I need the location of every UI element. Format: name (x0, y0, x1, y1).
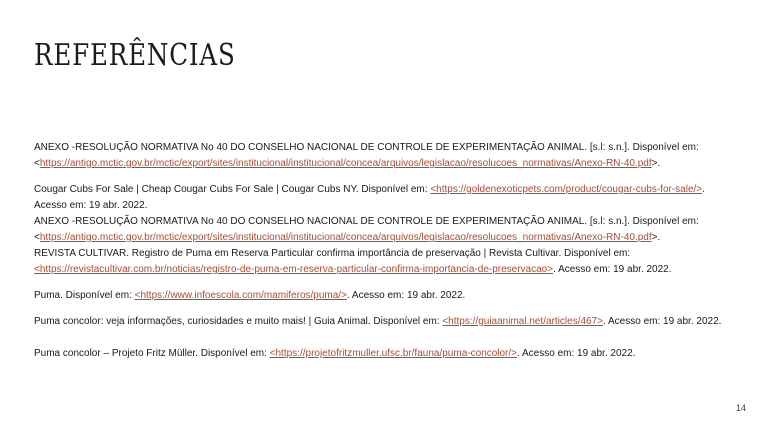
reference-link[interactable]: <https://revistacultivar.com.br/noticias/registro-de-puma-em-reserva-particular-confirma-importancia-de-preservacao> (34, 264, 554, 275)
reference-text: Puma. Disponível em: (34, 290, 135, 301)
reference-list (34, 140, 734, 362)
reference-text-end: . Acesso em: 19 abr. 2022. (603, 316, 722, 327)
reference-item (34, 182, 734, 214)
reference-link[interactable]: <https://goldenexoticpets.com/product/cougar-cubs-for-sale/> (430, 184, 703, 195)
reference-link[interactable]: <https://projetofritzmuller.ufsc.br/fauna/puma-concolor/> (269, 348, 517, 359)
reference-text-end: . Acesso em: 19 abr. 2022. (517, 348, 636, 359)
reference-text: Puma concolor – Projeto Fritz Müller. Disponível em: (34, 348, 270, 359)
reference-link[interactable]: https://antigo.mctic.gov.br/mctic/export/sites/institucional/institucional/concea/arquivos/legislacao/resolucoes_normativas/Anexo-RN-40.pdf (39, 232, 652, 243)
reference-item (34, 246, 734, 278)
reference-text-end: . Acesso em: 19 abr. 2022. (346, 290, 466, 301)
reference-item (34, 140, 734, 172)
reference-text: ANEXO -RESOLUÇÃO NORMATIVA No 40 DO CONSELHO NACIONAL DE CONTROLE DE EXPERIMENTAÇÃO ANIMAL. [s.l: s.n.]. Disponível em: < (34, 216, 699, 243)
reference-item (34, 346, 734, 362)
reference-item (34, 314, 734, 330)
reference-text-end: >. (651, 158, 661, 169)
slide-title: REFERÊNCIAS (34, 38, 236, 73)
reference-link[interactable]: <https://www.infoescola.com/mamiferos/puma/> (134, 290, 347, 301)
reference-text: REVISTA CULTIVAR. Registro de Puma em Reserva Particular confirma importância de preservação | Revista Cultivar. Disponível em: (34, 248, 631, 259)
reference-text: ANEXO -RESOLUÇÃO NORMATIVA No 40 DO CONSELHO NACIONAL DE CONTROLE DE EXPERIMENTAÇÃO ANIMAL. [s.l: s.n.]. Disponível em: < (34, 142, 699, 169)
reference-text-end: >. (651, 232, 661, 243)
page-number: 14 (735, 403, 746, 413)
reference-text: Cougar Cubs For Sale | Cheap Cougar Cubs For Sale | Cougar Cubs NY. Disponível em: (34, 184, 431, 195)
reference-link[interactable]: https://antigo.mctic.gov.br/mctic/export/sites/institucional/institucional/concea/arquivos/legislacao/resolucoes_normativas/Anexo-RN-40.pdf (39, 158, 652, 169)
reference-text: Puma concolor: veja informações, curiosidades e muito mais! | Guia Animal. Disponível em: (34, 316, 443, 327)
reference-item (34, 214, 734, 246)
reference-link[interactable]: <https://guiaanimal.net/articles/467> (442, 316, 603, 327)
reference-text-end: . Acesso em: 19 abr. 2022. (34, 184, 705, 211)
reference-text-end: . Acesso em: 19 abr. 2022. (553, 264, 672, 275)
reference-item (34, 288, 734, 304)
